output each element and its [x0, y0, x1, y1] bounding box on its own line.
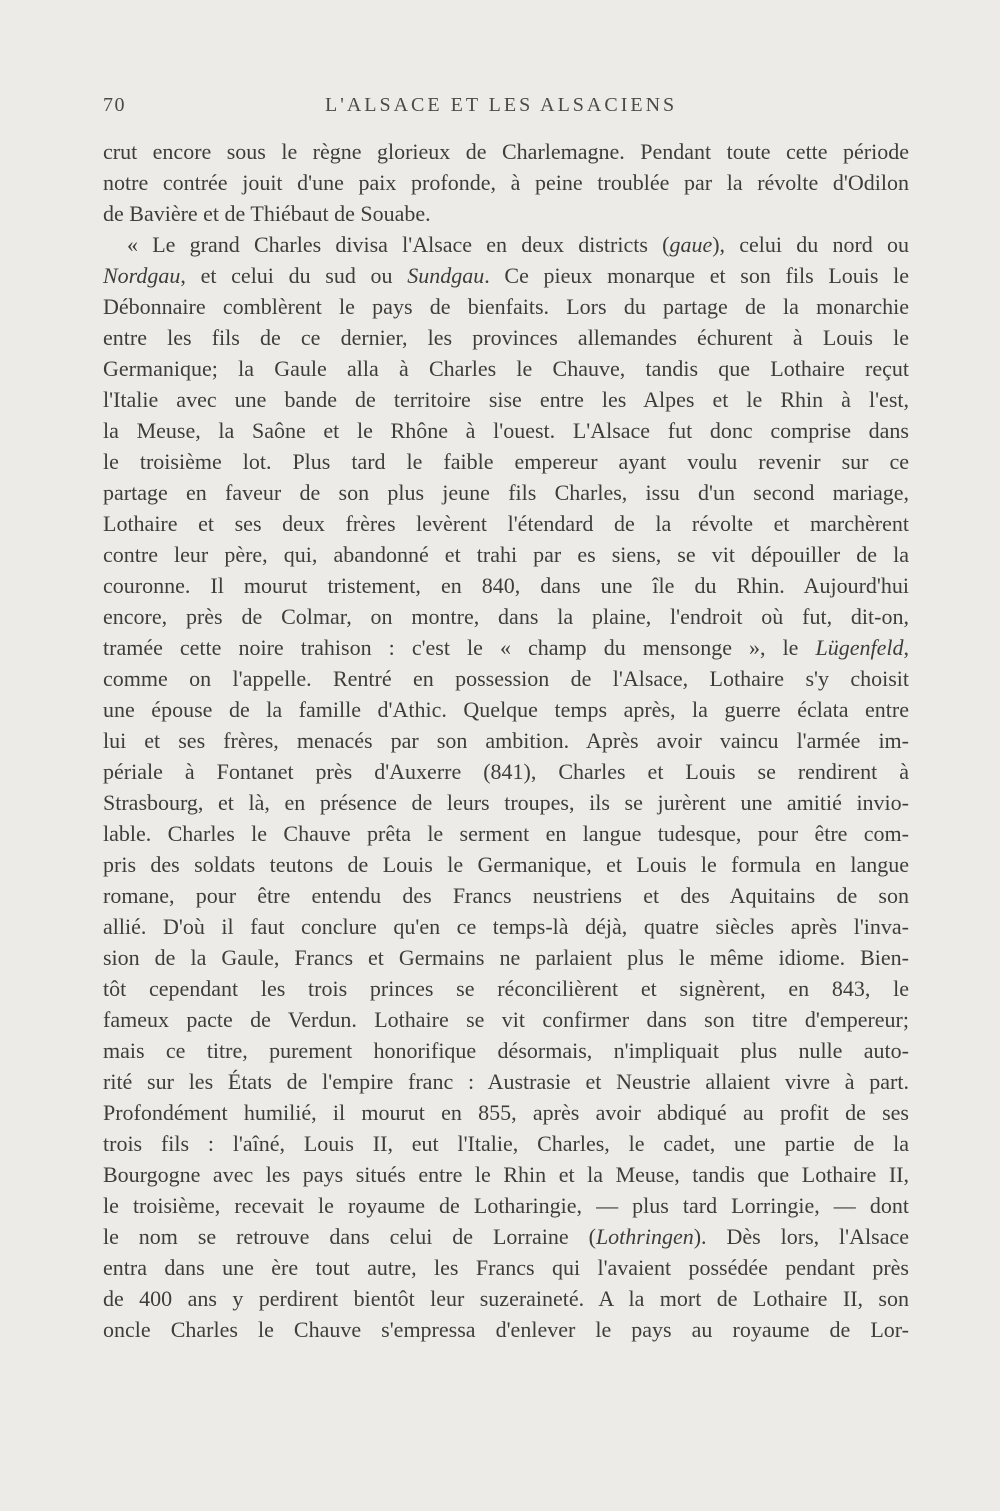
- text-line: crut encore sous le règne glorieux de Charlemagne. Pendant toute cette période: [103, 139, 909, 164]
- text-line: partage en faveur de son plus jeune fils Charles, issu d'un second mariage,: [103, 480, 909, 505]
- text-line: de 400 ans y perdirent bientôt leur suzeraineté. A la mort de Lothaire II, son: [103, 1286, 909, 1311]
- body-text: [103, 136, 909, 1345]
- text-line: couronne. Il mourut tristement, en 840, dans une île du Rhin. Aujourd'hui: [103, 573, 909, 598]
- text-line: lui et ses frères, menacés par son ambition. Après avoir vaincu l'armée im-: [103, 728, 909, 753]
- text-line: oncle Charles le Chauve s'empressa d'enlever le pays au royaume de Lor-: [103, 1317, 909, 1342]
- text-line: périale à Fontanet près d'Auxerre (841), Charles et Louis se rendirent à: [103, 759, 909, 784]
- text-line: le troisième lot. Plus tard le faible empereur ayant voulu revenir sur ce: [103, 449, 909, 474]
- text-line: Nordgau, et celui du sud ou Sundgau. Ce pieux monarque et son fils Louis le: [103, 263, 909, 288]
- text-line: romane, pour être entendu des Francs neustriens et des Aquitains de son: [103, 883, 909, 908]
- text-line: contre leur père, qui, abandonné et trahi par es siens, se vit dépouiller de la: [103, 542, 909, 567]
- text-line: lable. Charles le Chauve prêta le serment en langue tudesque, pour être com-: [103, 821, 909, 846]
- text-line: entra dans une ère tout autre, les Francs qui l'avaient possédée pendant près: [103, 1255, 909, 1280]
- italic-term: Sundgau: [407, 263, 485, 288]
- text-line: le nom se retrouve dans celui de Lorraine (Lothringen). Dès lors, l'Alsace: [103, 1224, 909, 1249]
- text-line: Bourgogne avec les pays situés entre le Rhin et la Meuse, tandis que Lothaire II,: [103, 1162, 909, 1187]
- running-title: L'ALSACE ET LES ALSACIENS: [325, 94, 678, 116]
- text-line: trois fils : l'aîné, Louis II, eut l'Italie, Charles, le cadet, une partie de la: [103, 1131, 909, 1156]
- page-number: 70: [103, 94, 126, 116]
- text-line: notre contrée jouit d'une paix profonde, à peine troublée par la révolte d'Odilon: [103, 170, 909, 195]
- text-line: comme on l'appelle. Rentré en possession de l'Alsace, Lothaire s'y choisit: [103, 666, 909, 691]
- text-line: sion de la Gaule, Francs et Germains ne parlaient plus le même idiome. Bien-: [103, 945, 909, 970]
- text-line: tramée cette noire trahison : c'est le « champ du mensonge », le Lügenfeld,: [103, 635, 909, 660]
- italic-term: Lothringen: [595, 1224, 694, 1249]
- text-line: Lothaire et ses deux frères levèrent l'étendard de la révolte et marchèrent: [103, 511, 909, 536]
- text-line: le troisième, recevait le royaume de Lotharingie, — plus tard Lorringie, — dont: [103, 1193, 909, 1218]
- text-line: fameux pacte de Verdun. Lothaire se vit confirmer dans son titre d'empereur;: [103, 1007, 909, 1032]
- text-line: tôt cependant les trois princes se réconcilièrent et signèrent, en 843, le: [103, 976, 909, 1001]
- text-line: une épouse de la famille d'Athic. Quelque temps après, la guerre éclata entre: [103, 697, 909, 722]
- text-line: « Le grand Charles divisa l'Alsace en deux districts (gaue), celui du nord ou: [127, 232, 910, 257]
- text-line: Germanique; la Gaule alla à Charles le Chauve, tandis que Lothaire reçut: [103, 356, 909, 381]
- text-line: Profondément humilié, il mourut en 855, après avoir abdiqué au profit de ses: [103, 1100, 909, 1125]
- text-line: pris des soldats teutons de Louis le Germanique, et Louis le formula en langue: [103, 852, 909, 877]
- text-line: Débonnaire comblèrent le pays de bienfaits. Lors du partage de la monarchie: [103, 294, 909, 319]
- running-head: [103, 94, 909, 124]
- text-line: entre les fils de ce dernier, les provinces allemandes échurent à Louis le: [103, 325, 909, 350]
- text-line: mais ce titre, purement honorifique désormais, n'impliquait plus nulle auto-: [103, 1038, 909, 1063]
- text-line: rité sur les États de l'empire franc : Austrasie et Neustrie allaient vivre à part.: [103, 1069, 909, 1094]
- italic-term: Lügenfeld: [815, 635, 904, 660]
- text-line: de Bavière et de Thiébaut de Souabe.: [103, 201, 431, 226]
- italic-term: Nordgau: [103, 263, 181, 288]
- text-line: Strasbourg, et là, en présence de leurs troupes, ils se jurèrent une amitié invio-: [103, 790, 909, 815]
- italic-term: gaue: [669, 232, 713, 257]
- text-line: encore, près de Colmar, on montre, dans la plaine, l'endroit où fut, dit-on,: [103, 604, 909, 629]
- text-line: allié. D'où il faut conclure qu'en ce temps-là déjà, quatre siècles après l'inva-: [103, 914, 909, 939]
- text-line: la Meuse, la Saône et le Rhône à l'ouest. L'Alsace fut donc comprise dans: [103, 418, 909, 443]
- text-line: l'Italie avec une bande de territoire sise entre les Alpes et le Rhin à l'est,: [103, 387, 909, 412]
